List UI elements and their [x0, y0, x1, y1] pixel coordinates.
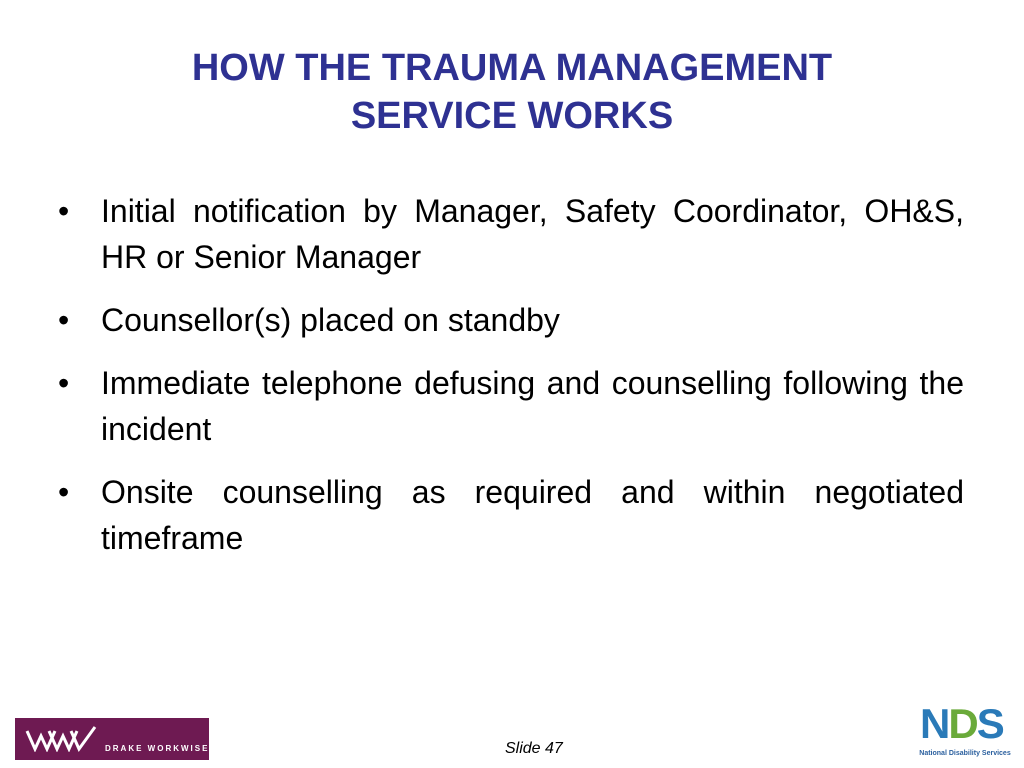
nds-logo-letter-n: N: [920, 700, 949, 747]
nds-logo-letter-d: D: [948, 700, 977, 747]
drake-workwise-logo-icon: [25, 726, 101, 752]
bullet-icon: •: [58, 474, 70, 510]
bullet-item: [58, 469, 964, 561]
slide-title-line-2: SERVICE WORKS: [350, 95, 674, 137]
bullet-text: Immediate telephone defusing and counselling following the incident: [101, 365, 964, 447]
bullet-item: [58, 188, 964, 280]
bullet-icon: •: [58, 302, 70, 338]
slide-number: Slide 47: [505, 740, 563, 757]
bullet-text: Counsellor(s) placed on standby: [101, 302, 560, 338]
bullet-icon: •: [58, 193, 70, 229]
drake-workwise-logo: [15, 718, 209, 760]
bullet-item: [58, 360, 964, 452]
bullet-text: Initial notification by Manager, Safety Coordinator, OH&S, HR or Senior Manager: [101, 193, 964, 275]
slide-title: [60, 44, 964, 140]
bullet-item: [58, 297, 964, 343]
nds-logo-letter-s: S: [976, 700, 1003, 747]
drake-workwise-logo-text: DRAKE WORKWISE: [105, 744, 210, 753]
bullet-list: [58, 188, 964, 578]
bullet-text: Onsite counselling as required and within negotiated timeframe: [101, 474, 964, 556]
bullet-icon: •: [58, 365, 70, 401]
nds-logo-caption: National Disability Services: [919, 750, 1011, 757]
slide-title-line-1: HOW THE TRAUMA MANAGEMENT: [191, 47, 833, 89]
nds-logo-letters: [920, 700, 1003, 748]
nds-logo: [918, 700, 1012, 762]
